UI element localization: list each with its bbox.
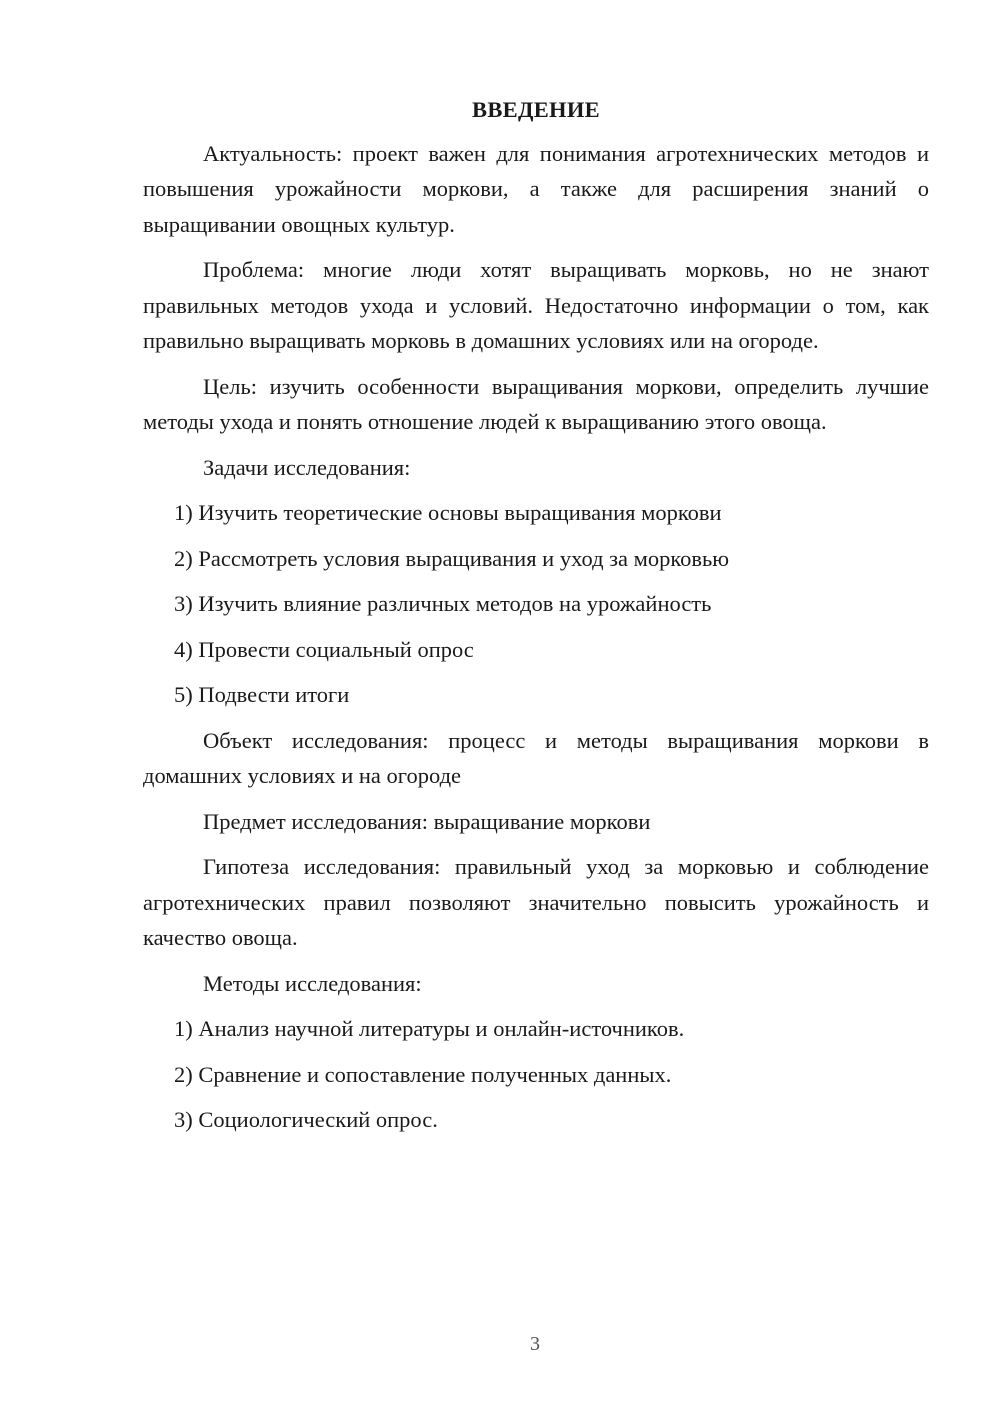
method-item: 1) Анализ научной литературы и онлайн-источников. [174,1016,685,1041]
tasks-list [143,495,929,713]
page-number: 3 [530,1333,540,1355]
methods-heading: Методы исследования: [203,970,422,996]
method-item: 3) Социологический опрос. [174,1107,438,1132]
task-item: 3) Изучить влияние различных методов на урожайность [174,591,712,616]
object-paragraph: Объект исследования: процесс и методы выращивания моркови в домашних условиях и на огороде [143,727,929,788]
task-item: 1) Изучить теоретические основы выращивания моркови [174,500,722,525]
task-item: 5) Подвести итоги [174,682,350,707]
subject-paragraph: Предмет исследования: выращивание моркови [203,808,651,834]
section-title: ВВЕДЕНИЕ [472,97,600,122]
hypothesis-paragraph: Гипотеза исследования: правильный уход за морковью и соблюдение агротехнических правил позволяют значительно повысить урожайность и качество овоща. [143,854,929,950]
problem-paragraph: Проблема: многие люди хотят выращивать морковь, но не знают правильных методов ухода и условий. Недостаточно информации о том, как правильно выращивать морковь в домашних условиях или на огороде. [143,257,929,353]
document-page [143,92,929,1148]
methods-list [143,1011,929,1138]
task-item: 4) Провести социальный опрос [174,636,474,662]
method-item: 2) Сравнение и сопоставление полученных данных. [174,1061,672,1087]
task-item: 2) Рассмотреть условия выращивания и уход за морковью [174,545,730,571]
actuality-paragraph: Актуальность: проект важен для понимания агротехнических методов и повышения урожайности моркови, а также для расширения знаний о выращивании овощных культур. [143,140,929,237]
tasks-heading: Задачи исследования: [203,454,411,480]
goal-paragraph: Цель: изучить особенности выращивания моркови, определить лучшие методы ухода и понять отношение людей к выращиванию этого овоща. [143,373,929,434]
